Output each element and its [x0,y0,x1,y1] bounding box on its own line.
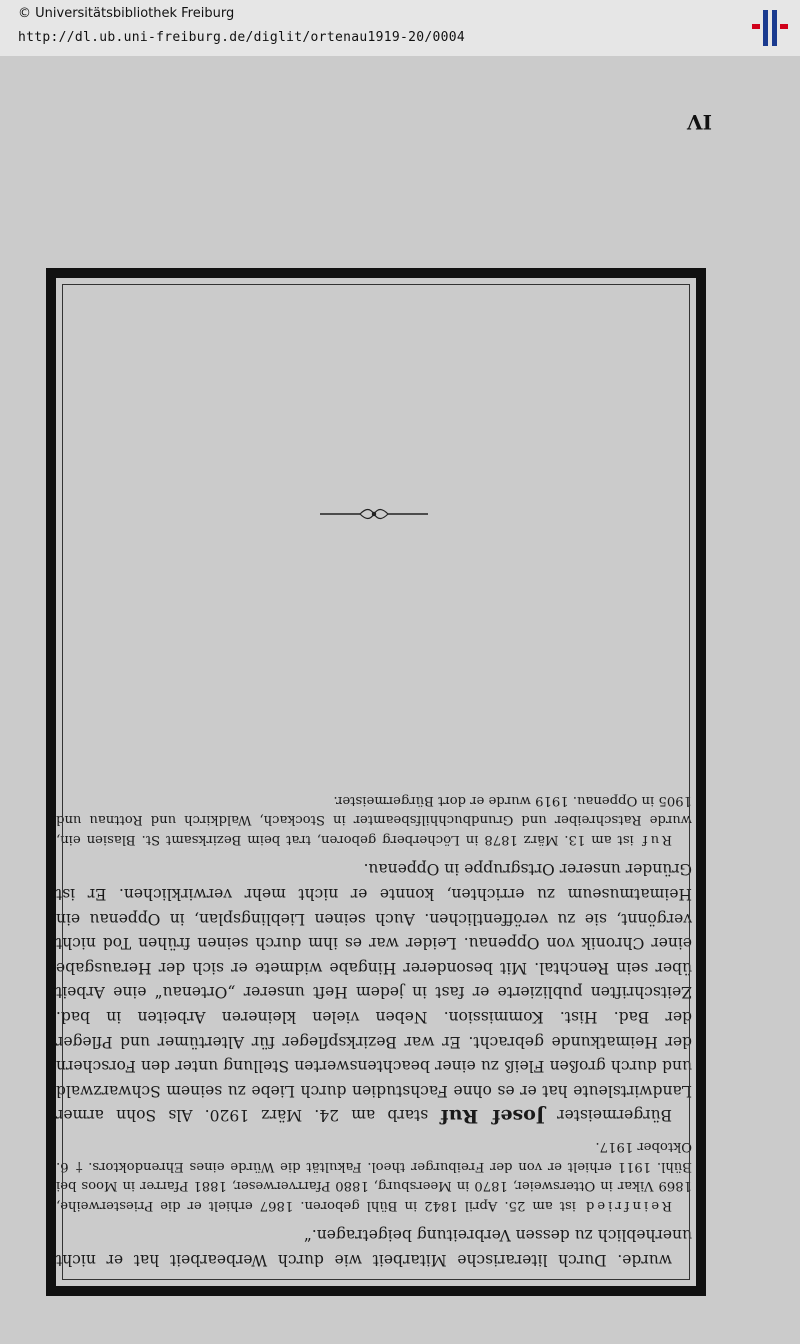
ub-freiburg-logo-icon[interactable] [748,8,792,48]
paragraph-continuation: wurde. Durch literarische Mitarbeit wie durch Werbearbeit hat er nicht unerheblich zu dessen Verbreitung beigetragen.“ [56,1226,692,1269]
obituary-prefix: Bürgermeister [544,1106,672,1125]
copyright-text: © Universitätsbibliothek Freiburg [18,6,235,21]
page-number: IV [687,110,712,134]
note-text: ist am 13. März 1878 in Löcherberg geboren, trat beim Bezirksamt St. Blasien ein, wurde Ratschreiber und Grundbuchhilfsbeamter in Stockach, Waldkirch und Rottnau und 1905 in Oppenau. 1919 wurde er dort Bürgermeister. [56,792,692,847]
note-lead-name: Reinfried [582,1197,672,1213]
scanned-page [0,56,800,1344]
mourning-border-frame [46,268,706,1296]
rotated-page-content [0,56,800,1344]
header-banner [0,0,800,57]
note-lead-name: Ruf [639,831,672,847]
document-url-link[interactable]: http://dl.ub.uni-freiburg.de/diglit/ortenau1919-20/0004 [18,30,465,45]
note-text: ist am 25. April 1842 in Bühl geboren. 1867 erhielt er die Priesterweihe, 1869 Vikar in Ottersweier, 1870 in Meersburg, 1880 Pfarrverweser, 1881 Pfarrer in Moos bei Bühl. 1911 erhielt er von der Freiburger theol. Fakultät die Würde eines Ehrendoktors. † 6. Oktober 1917. [56,1139,692,1213]
obituary-text: starb am 24. März 1920. Als Sohn armer Landwirtsleute hat er es ohne Fachstudien durch Liebe zu seinem Schwarzwald und durch großen Fleiß zu einer beachtenswerten Stellung unter den Forschern der Heimatkunde gebracht. Er war Bezirkspfleger für Altertümer und Pfleger der Bad. Hist. Kommission. Neben vielen kleineren Arbeiten in bad. Zeitschriften publizierte er fast in jedem Heft unserer „Ortenau“ eine Arbeit über sein Renchtal. Mit besonderer Hingabe widmete er sich der Herausgabe einer Chronik von Oppenau. Leider war es ihm durch seinen frühen Tod nicht vergönnt, sie zu veröffentlichen. Auch seinen Lieblingsplan, in Oppenau ein Heimatmuseum zu errichten, konnte er nicht mehr verwirklichen. Er ist Gründer unserer Ortsgruppe in Oppenau. [55,860,692,1125]
obituary-name: Josef Ruf [440,1105,545,1128]
